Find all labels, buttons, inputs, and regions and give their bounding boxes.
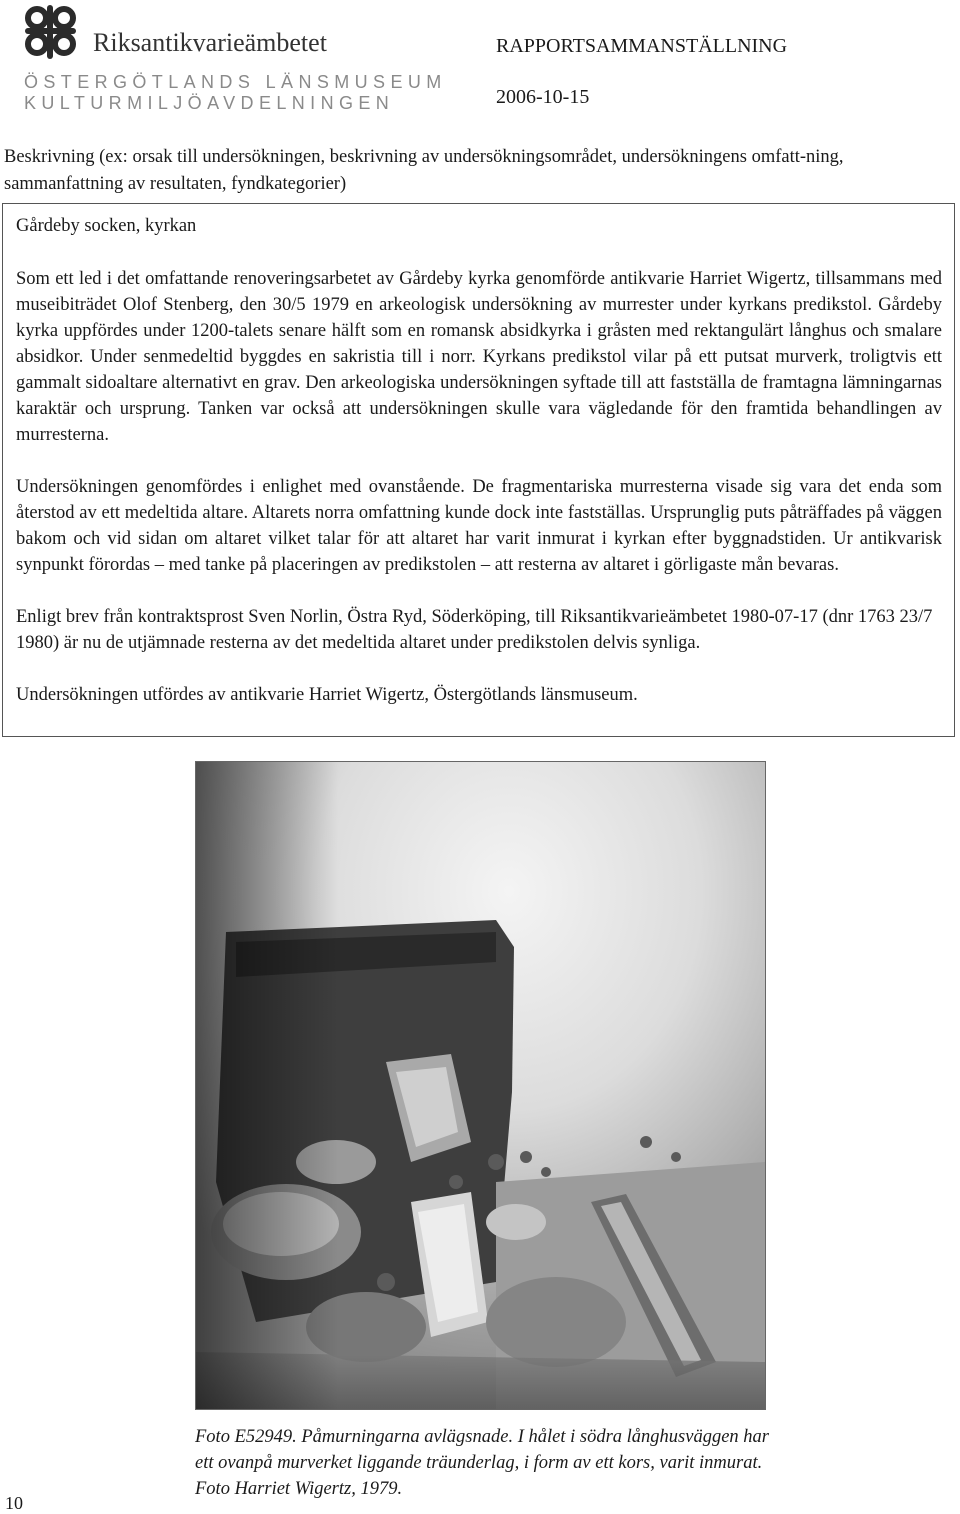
report-date: 2006-10-15 xyxy=(496,86,590,108)
description-label: Beskrivning (ex: orsak till undersökningen, beskrivning av undersökningsområdet, undersökningens omfatt-ning, sammanfattning av resultaten, fyndkategorier) xyxy=(4,147,844,194)
paragraph-background: Som ett led i det omfattande renoveringsarbetet av Gårdeby kyrka genomförde antikvarie Harriet Wigertz, tillsammans med museibiträdet Olof Stenberg, den 30/5 1979 en arkeologisk undersökning av murrester under kyrkans predikstol. Gårdeby kyrka uppfördes under 1200-talets senare hälft som en romansk absidkyrka i gråsten med rektangulärt långhus och smalare absidkor. Under senmedeltid byggdes en sakristia till i norr. Kyrkans predikstol vilar på ett putsat murverk, troligtvis ett gammalt sidoaltare alternativt en grav. Den arkeologiska undersökningen syftade till att fastställa de framtagna lämningarnas karaktär och ursprung. Tanken var också att undersökningen skulle vara vägledande för den framtida behandlingen av murresterna. xyxy=(16,269,942,445)
place-heading: Gårdeby socken, kyrkan xyxy=(16,216,197,236)
page-number: 10 xyxy=(5,1493,23,1513)
riksantikvarieambetet-logo-icon xyxy=(22,4,82,60)
paragraph-letter: Enligt brev från kontraktsprost Sven Norlin, Östra Ryd, Söderköping, till Riksantikvarieämbetet 1980-07-17 (dnr 1763 23/7 1980) är nu de utjämnade resterna av det medeltida altaret under predikstolen delvis synliga. xyxy=(16,607,933,653)
brand-name: Riksantikvarieämbetet xyxy=(93,28,327,57)
paragraph-credit: Undersökningen utfördes av antikvarie Harriet Wigertz, Östergötlands länsmuseum. xyxy=(16,685,638,705)
excavation-photo xyxy=(195,761,766,1410)
department-name: KULTURMILJÖAVDELNINGEN xyxy=(24,93,395,113)
paragraph-results: Undersökningen genomfördes i enlighet med ovanstående. De fragmentariska murresterna visade sig vara det enda som återstod av ett medeltida altare. Altarets norra omfattning kunde dock inte fastställas. Ursprunglig puts påträffades på väggen bakom och vid sidan om altaret vilket talar för att altaret har varit inmurat i kyrkan efter byggnadstiden. Ur antikvarisk synpunkt förordas – med tanke på placeringen av predikstolen – att resterna av altaret i görligaste mån bevaras. xyxy=(16,477,942,575)
description-box xyxy=(2,203,955,737)
museum-name: ÖSTERGÖTLANDS LÄNSMUSEUM xyxy=(24,72,447,92)
report-title: RAPPORTSAMMANSTÄLLNING xyxy=(496,35,788,57)
photo-caption: Foto E52949. Påmurningarna avlägsnade. I hålet i södra långhusväggen har ett ovanpå murverket liggande träunderlag, i form av ett kors, varit inmurat. Foto Harriet Wigertz, 1979. xyxy=(195,1427,769,1499)
